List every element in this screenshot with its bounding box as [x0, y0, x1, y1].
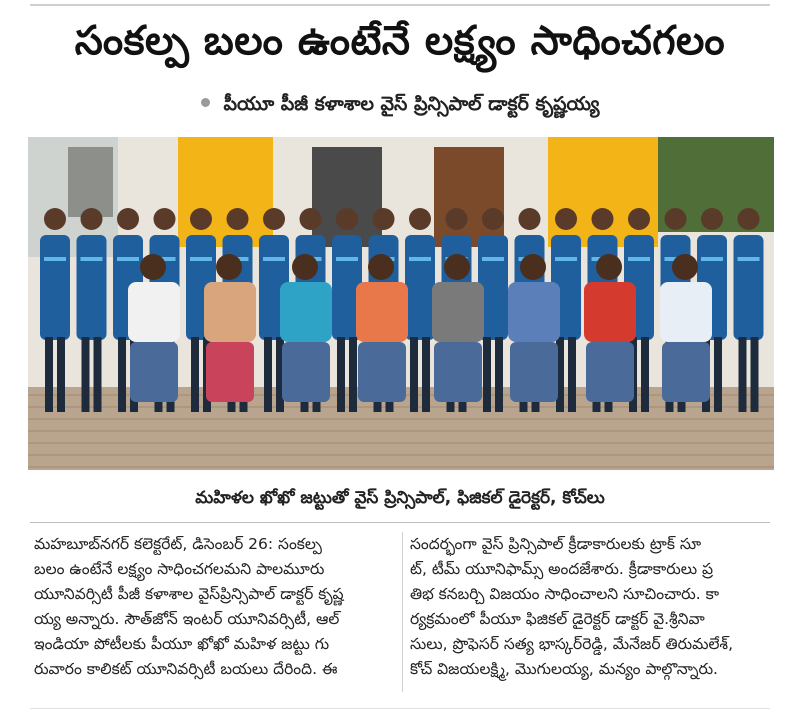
body-line: రువారం కాలికట్ యూనివర్సిటీ బయలు దేరింది. ఈ [34, 660, 338, 678]
column-divider [402, 532, 403, 692]
player-head [482, 208, 504, 230]
tracksuit-trim [701, 257, 723, 261]
official-head [444, 254, 470, 280]
player [77, 235, 107, 340]
tracksuit-trim [738, 257, 760, 261]
official-trousers [130, 342, 178, 402]
player-leg [82, 337, 90, 412]
player-leg [483, 337, 491, 412]
official-trousers [358, 342, 406, 402]
body-line: ర్యక్రమంలో పీయూ ఫిజికల్ డైరెక్టర్ డాక్టర్ వై.శ్రీనివా [410, 610, 705, 628]
official-head [216, 254, 242, 280]
caption-rule [30, 522, 770, 523]
tracksuit-trim [81, 257, 103, 261]
player-head [701, 208, 723, 230]
article-subhead-text: పీయూ పీజీ కళాశాల వైస్ ప్రిన్సిపాల్ డాక్టర్ కృష్ణయ్య [223, 93, 600, 115]
body-line: ట్, టీమ్ యూనిఫామ్స్ అందజేశారు. క్రీడాకారులు ప్ర [410, 560, 714, 578]
player-head [190, 208, 212, 230]
official-shirt [432, 282, 484, 342]
player-leg [714, 337, 722, 412]
player-head [227, 208, 249, 230]
body-line: సులు, ప్రొఫెసర్ సత్య భాస్కర్‌రెడ్డి, మేనేజర్ తిరుమలేశ్, [410, 635, 733, 653]
official-head [292, 254, 318, 280]
official-shirt [280, 282, 332, 342]
player-head [300, 208, 322, 230]
player-leg [118, 337, 126, 412]
bullet-icon [201, 98, 210, 107]
tracksuit-trim [44, 257, 66, 261]
player-head [154, 208, 176, 230]
bottom-border [30, 708, 770, 709]
player-head [665, 208, 687, 230]
tracksuit-trim [628, 257, 650, 261]
player [734, 235, 764, 340]
player-head [446, 208, 468, 230]
tracksuit-trim [336, 257, 358, 261]
player-leg [568, 337, 576, 412]
player-head [519, 208, 541, 230]
body-line: కోచ్ విజయలక్ష్మి, మొగులయ్య, మన్యం పాల్గొన్నారు. [410, 660, 718, 678]
body-line: మహబూబ్‌నగర్ కలెక్టరేట్, డిసెంబర్ 26: సంకల్ప [34, 535, 322, 553]
player-head [555, 208, 577, 230]
body-line: యూనివర్సిటీ పీజీ కళాశాల వైస్‌ప్రిన్సిపాల్ డాక్టర్ కృష్ణ [34, 585, 344, 603]
article-body-right [410, 532, 772, 682]
pillar-right [548, 137, 658, 247]
tracksuit-trim [190, 257, 212, 261]
player-leg [191, 337, 199, 412]
tracksuit-trim [409, 257, 431, 261]
body-line: ఇండియా పోటీలకు పీయూ ఖోఖో మహిళ జట్టు గు [34, 635, 330, 653]
body-line: తిభ కనబర్చి విజయం సాధించాలని సూచించారు. కా [410, 585, 720, 603]
official-head [368, 254, 394, 280]
official-head [140, 254, 166, 280]
player-head [44, 208, 66, 230]
official-shirt [356, 282, 408, 342]
official-head [520, 254, 546, 280]
photo-caption: మహిళల ఖోఖో జట్టుతో వైస్ ప్రిన్సిపాల్, ఫిజికల్ డైరెక్టర్, కోచ్‌లు [195, 488, 605, 508]
article-subhead [0, 93, 800, 120]
player-head [336, 208, 358, 230]
player-leg [264, 337, 272, 412]
player-leg [739, 337, 747, 412]
official-shirt [660, 282, 712, 342]
article-headline: సంకల్ప బలం ఉంటేనే లక్ష్యం సాధించగలం [74, 18, 726, 64]
article-body-left [34, 532, 396, 682]
official-shirt [584, 282, 636, 342]
official-shirt [128, 282, 180, 342]
team-photo [28, 137, 774, 470]
door-left [312, 147, 382, 247]
player-leg [495, 337, 503, 412]
official-trousers [206, 342, 254, 402]
player-head [81, 208, 103, 230]
official-trousers [586, 342, 634, 402]
player-leg [349, 337, 357, 412]
official-head [672, 254, 698, 280]
tracksuit-trim [555, 257, 577, 261]
top-border [30, 4, 770, 6]
official-trousers [282, 342, 330, 402]
body-line: సందర్భంగా వైస్ ప్రిన్సిపాల్ క్రీడాకారులకు ట్రాక్ సూ [410, 535, 702, 553]
player-leg [751, 337, 759, 412]
official-head [596, 254, 622, 280]
player-leg [45, 337, 53, 412]
player-leg [94, 337, 102, 412]
tracksuit-trim [482, 257, 504, 261]
official-shirt [508, 282, 560, 342]
player-head [373, 208, 395, 230]
body-line: య్య అన్నారు. సౌత్‌జోన్ ఇంటర్ యూనివర్సిటీ, ఆల్ [34, 610, 340, 628]
door-right [434, 147, 504, 247]
official-shirt [204, 282, 256, 342]
player [40, 235, 70, 340]
player-leg [337, 337, 345, 412]
player-leg [641, 337, 649, 412]
player-leg [57, 337, 65, 412]
tracksuit-trim [117, 257, 139, 261]
body-line: బలం ఉంటేనే లక్ష్యం సాధించగలమని పాలమూరు [34, 560, 325, 578]
player-leg [422, 337, 430, 412]
player-head [738, 208, 760, 230]
player-head [409, 208, 431, 230]
tracksuit-trim [263, 257, 285, 261]
player-head [263, 208, 285, 230]
official-trousers [434, 342, 482, 402]
player-head [628, 208, 650, 230]
player-head [592, 208, 614, 230]
official-trousers [510, 342, 558, 402]
player [405, 235, 435, 340]
pillar-left [178, 137, 273, 247]
official-trousers [662, 342, 710, 402]
player-head [117, 208, 139, 230]
window [68, 147, 113, 217]
player-leg [410, 337, 418, 412]
